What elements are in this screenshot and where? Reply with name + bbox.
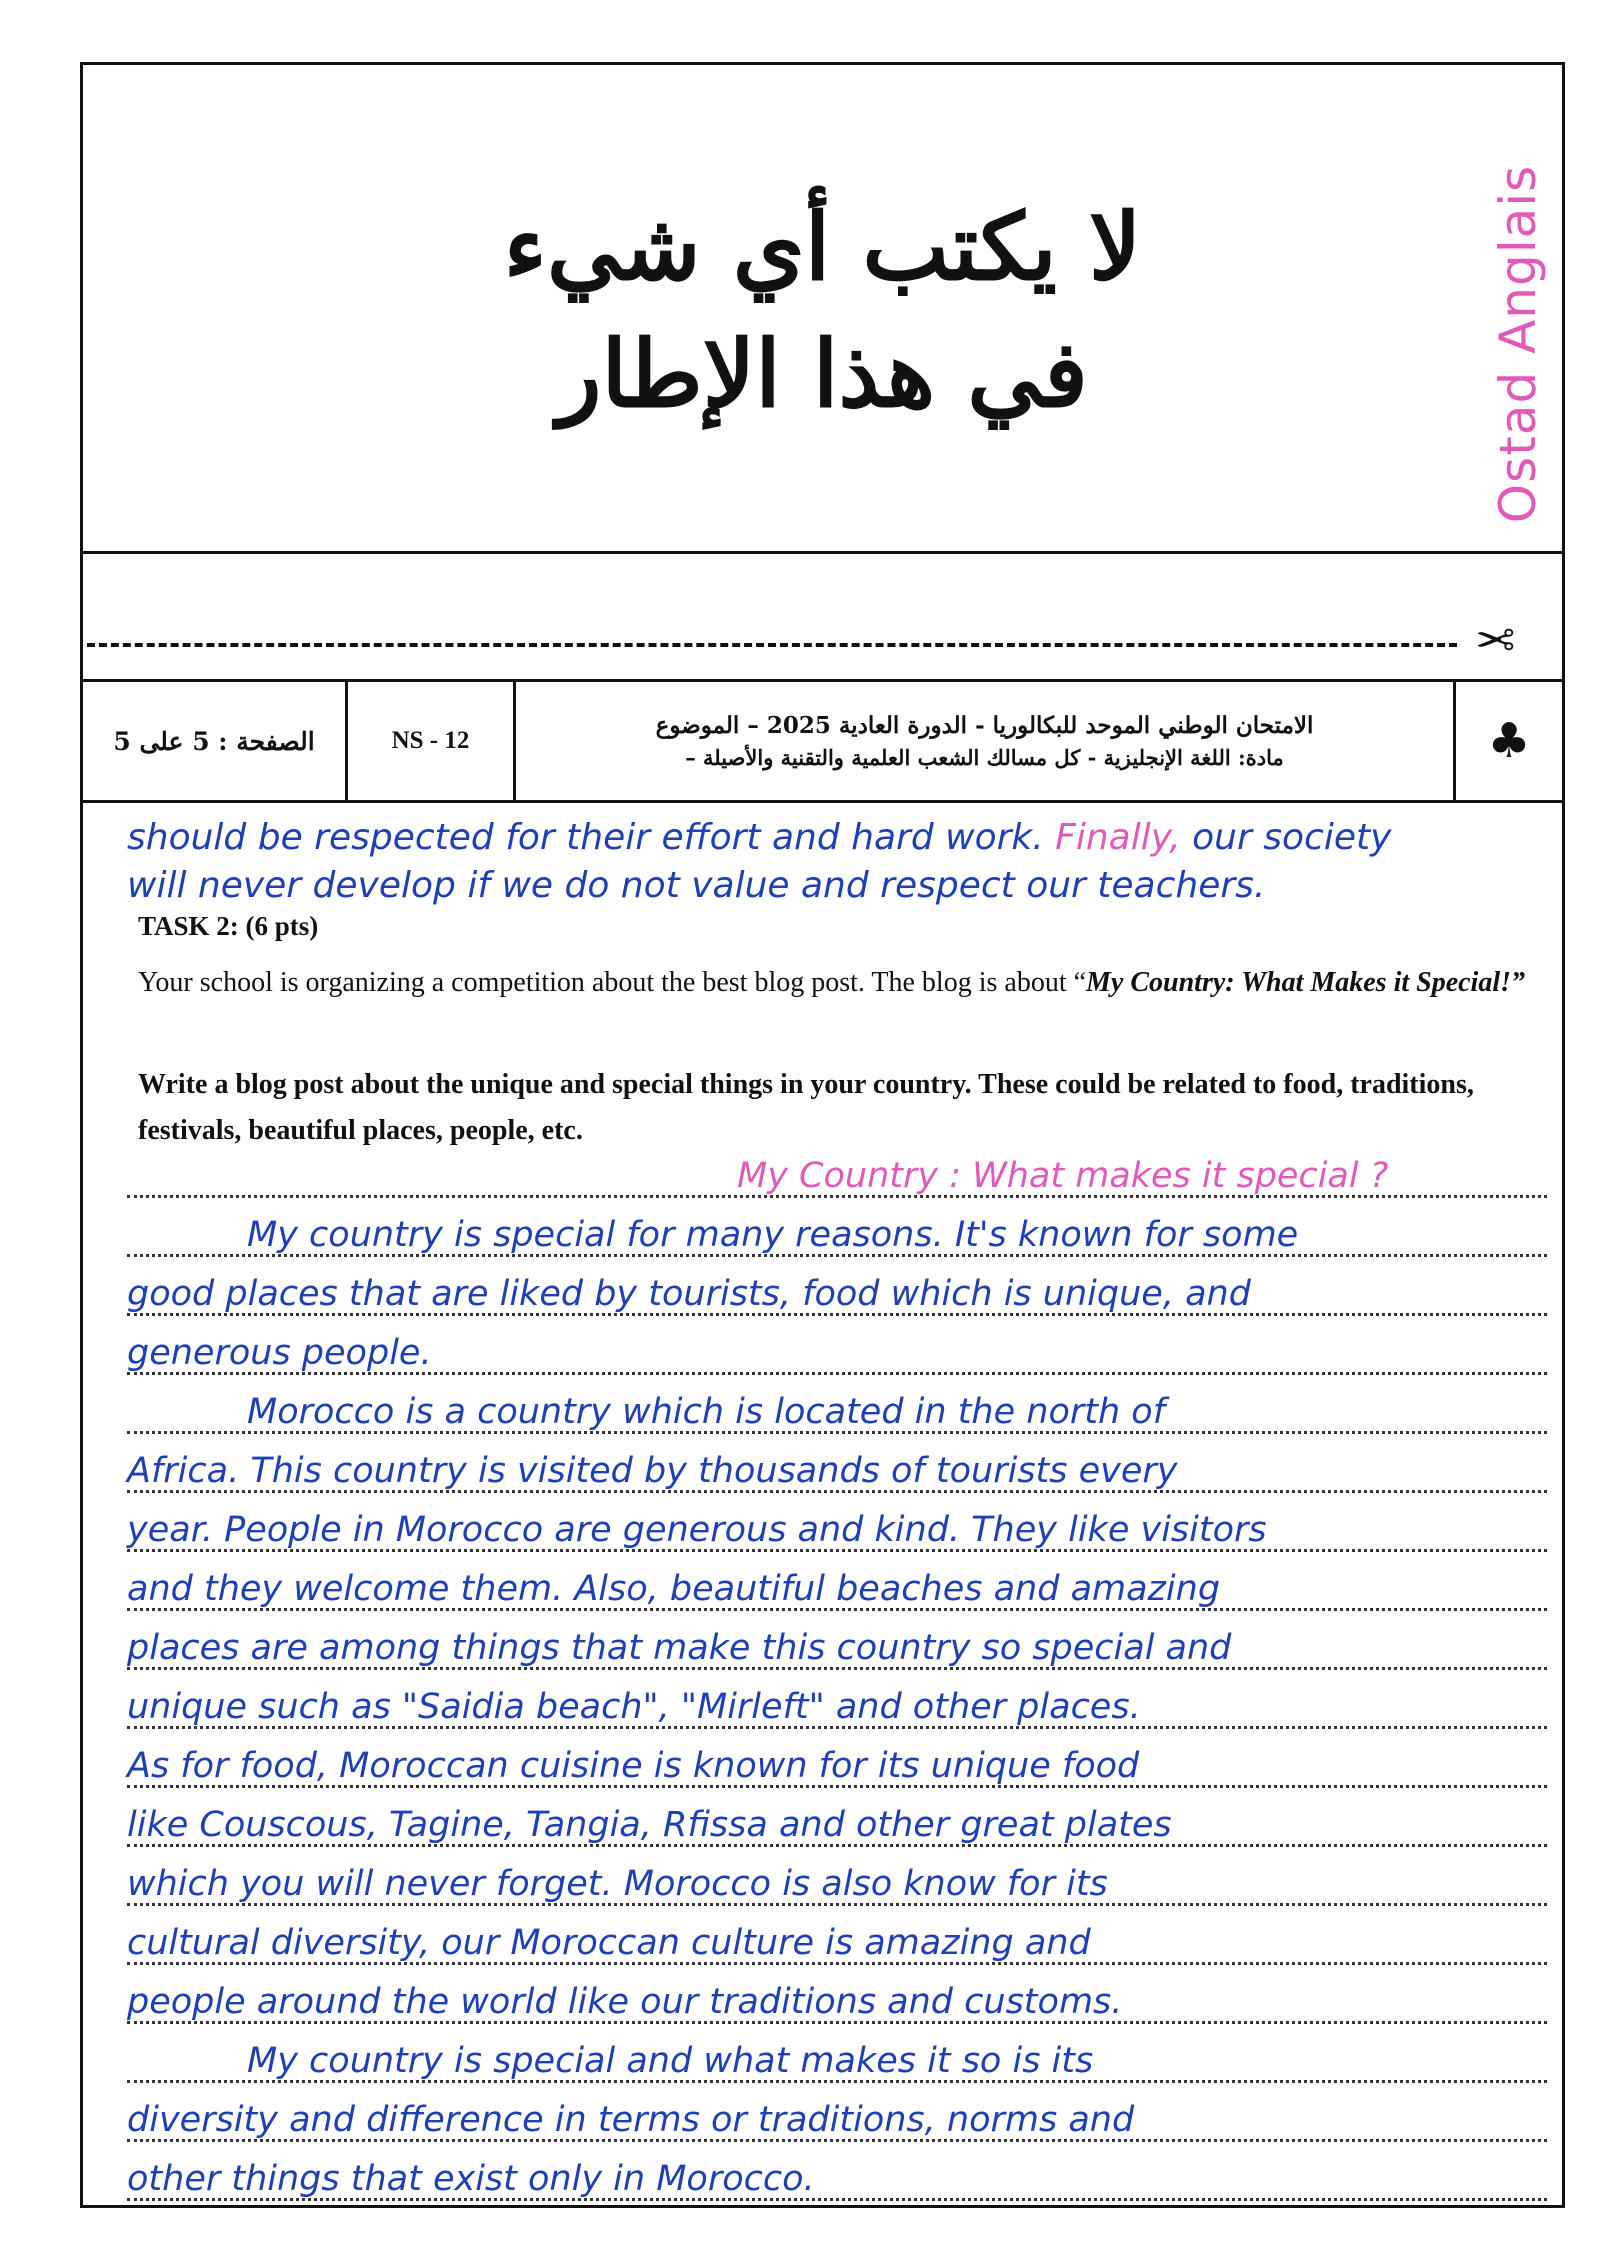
answer-line [127, 1212, 1547, 1271]
exam-title [516, 682, 1456, 800]
answer-line [127, 1448, 1547, 1507]
task-prompt [138, 960, 1538, 1006]
answer-line-text: other things that exist only in Morocco. [127, 2159, 815, 2199]
answer-line-text: and they welcome them. Also, beautiful beaches and amazing [127, 1569, 1221, 1609]
exam-title-line-2: مادة: اللغة الإنجليزية - كل مسالك الشعب العلمية والتقنية والأصيلة – [685, 745, 1284, 770]
answer-line [127, 1330, 1547, 1389]
answer-line [127, 1271, 1547, 1330]
answer-title: My Country : What makes it special ? [737, 1156, 1389, 1196]
answer-line [127, 2097, 1547, 2156]
exam-title-line-1: الامتحان الوطني الموحد للبكالوريا - الدورة العادية 2025 – الموضوع [655, 712, 1314, 739]
scissors-icon: ✂ [1475, 613, 1516, 669]
do-not-write-line-1: لا يكتب أي شيء [503, 193, 1142, 301]
answer-line [127, 2156, 1547, 2215]
answer-line [127, 2038, 1547, 2097]
answer-line [127, 1389, 1547, 1448]
answer-line-text: year. People in Morocco are generous and kind. They like visitors [127, 1510, 1267, 1550]
answer-line-text: places are among things that make this country so special and [127, 1628, 1232, 1668]
previous-answer-line-1c: our society [1192, 817, 1392, 858]
answer-lines [127, 1153, 1547, 2215]
answer-line [127, 1979, 1547, 2038]
answer-line-text: My country is special and what makes it so is its [247, 2041, 1094, 2081]
answer-line [127, 1743, 1547, 1802]
cut-line [87, 643, 1457, 647]
answer-line-text: My country is special for many reasons. It's known for some [247, 1215, 1299, 1255]
answer-line [127, 1684, 1547, 1743]
previous-answer-line-2: will never develop if we do not value and respect our teachers. [127, 865, 1266, 906]
answer-line [127, 1861, 1547, 1920]
answer-line-text: like Couscous, Tagine, Tangia, Rfissa and other great plates [127, 1805, 1172, 1845]
answer-line-text: people around the world like our traditions and customs. [127, 1982, 1123, 2022]
answer-line-text: As for food, Moroccan cuisine is known for its unique food [127, 1746, 1140, 1786]
task-heading: TASK 2: (6 pts) [138, 911, 319, 941]
previous-answer-line-1 [127, 817, 1567, 858]
previous-answer-line-1a: should be respected for their effort and hard work. [127, 817, 1044, 858]
task-prompt-text: Your school is organizing a competition about the best blog post. The blog is about “ [138, 967, 1087, 998]
side-note-text: Ostad Anglais [1489, 164, 1547, 524]
answer-line-text: diversity and difference in terms or traditions, norms and [127, 2100, 1135, 2140]
exam-code: NS - 12 [348, 682, 516, 800]
answer-line-text: which you will never forget. Morocco is also know for its [127, 1864, 1108, 1904]
task-instruction: Write a blog post about the unique and special things in your country. These could be related to food, traditions, festivals, beautiful places, people, etc. [138, 1069, 1474, 1146]
page-number: الصفحة : 5 على 5 [83, 682, 348, 800]
previous-answer-finally: Finally, [1055, 817, 1181, 858]
do-not-write-box [83, 65, 1562, 554]
answer-line-text: Africa. This country is visited by thousands of tourists every [127, 1451, 1178, 1491]
answer-line [127, 1625, 1547, 1684]
answer-title-line [127, 1153, 1547, 1212]
club-icon: ♣ [1487, 713, 1531, 769]
answer-line [127, 1920, 1547, 1979]
answer-line-text: Morocco is a country which is located in the north of [247, 1392, 1166, 1432]
task-prompt-topic: My Country: What Makes it Special!” [1086, 967, 1526, 998]
answer-line-text: unique such as "Saidia beach", "Mirleft" and other places. [127, 1687, 1141, 1727]
do-not-write-line-2: في هذا الإطار [557, 320, 1088, 428]
answer-line [127, 1802, 1547, 1861]
answer-line-text: cultural diversity, our Moroccan culture is amazing and [127, 1923, 1091, 1963]
exam-header [83, 679, 1562, 803]
answer-line-text: good places that are liked by tourists, food which is unique, and [127, 1274, 1251, 1314]
answer-line [127, 1566, 1547, 1625]
side-note [1478, 135, 1558, 555]
exam-page-frame [80, 62, 1565, 2208]
answer-line-text: generous people. [127, 1333, 432, 1373]
answer-line [127, 1507, 1547, 1566]
